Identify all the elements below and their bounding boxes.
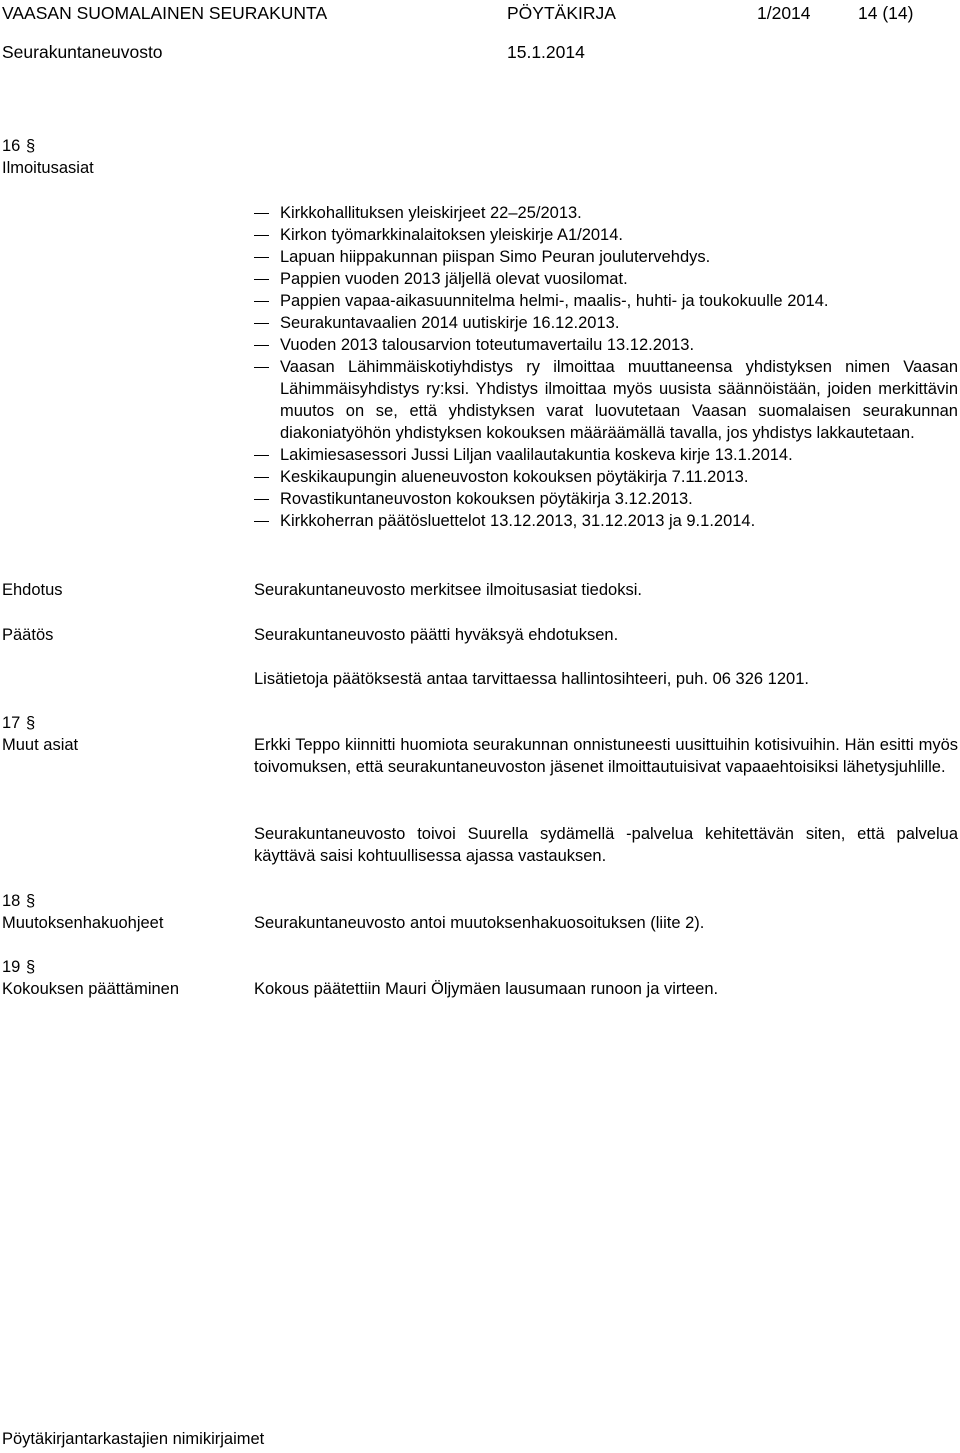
section-mark-icon: § bbox=[25, 958, 36, 976]
meeting-body: Seurakuntaneuvosto bbox=[2, 42, 163, 62]
list-item: Kirkon työmarkkinalaitoksen yleiskirje A1/2014. bbox=[254, 224, 958, 246]
section-17-number: 17 bbox=[2, 714, 21, 732]
page-number: 14 (14) bbox=[858, 3, 914, 23]
proposal-text: Seurakuntaneuvosto merkitsee ilmoitusasiat tiedoksi. bbox=[254, 581, 642, 599]
section-17-paragraph-2: Seurakuntaneuvosto toivoi Suurella sydämellä -palvelua kehitettävän siten, että palvelua käyttävä saisi kohtuullisessa ajassa vastauksen. bbox=[254, 825, 958, 865]
list-item: Seurakuntavaalien 2014 uutiskirje 16.12.2013. bbox=[254, 312, 958, 334]
section-17-paragraph-1: Erkki Teppo kiinnitti huomiota seurakunnan onnistuneesti uusittuihin kotisivuihin. Hän esitti myös toivomuksen, että seurakuntaneuvoston jäsenet ilmoittautuisivat vapaaehtoisiksi lähetysjuhlille. bbox=[254, 736, 958, 776]
section-18-heading bbox=[2, 890, 35, 912]
list-item: Kirkkoherran päätösluettelot 13.12.2013, 31.12.2013 ja 9.1.2014. bbox=[254, 510, 958, 532]
section-19-text: Kokous päätettiin Mauri Öljymäen lausumaan runoon ja virteen. bbox=[254, 980, 719, 998]
section-16-title: Ilmoitusasiat bbox=[2, 159, 94, 177]
document-number: 1/2014 bbox=[757, 3, 811, 23]
document-type: PÖYTÄKIRJA bbox=[507, 3, 616, 23]
decision-text: Seurakuntaneuvosto päätti hyväksyä ehdotuksen. bbox=[254, 626, 619, 644]
section-17-title: Muut asiat bbox=[2, 736, 79, 754]
meeting-date: 15.1.2014 bbox=[507, 42, 585, 62]
section-18-text: Seurakuntaneuvosto antoi muutoksenhakuosoituksen (liite 2). bbox=[254, 914, 705, 932]
section-mark-icon: § bbox=[25, 137, 36, 155]
list-item: Lapuan hiippakunnan piispan Simo Peuran joulutervehdys. bbox=[254, 246, 958, 268]
list-item: Pappien vapaa-aikasuunnitelma helmi-, maalis-, huhti- ja toukokuulle 2014. bbox=[254, 290, 958, 312]
decision-label: Päätös bbox=[2, 626, 54, 644]
section-19-number: 19 bbox=[2, 958, 21, 976]
list-item: Vuoden 2013 talousarvion toteutumavertailu 13.12.2013. bbox=[254, 334, 958, 356]
list-item: Keskikaupungin alueneuvoston kokouksen pöytäkirja 7.11.2013. bbox=[254, 466, 958, 488]
additional-info: Lisätietoja päätöksestä antaa tarvittaessa hallintosihteeri, puh. 06 326 1201. bbox=[254, 670, 809, 688]
proposal-label: Ehdotus bbox=[2, 581, 63, 599]
section-16-heading bbox=[2, 135, 35, 157]
list-item: Vaasan Lähimmäiskotiyhdistys ry ilmoittaa muuttaneensa yhdistyksen nimen Vaasan Lähimmäisyhdistys ry:ksi. Yhdistys ilmoittaa myös uusista säännöistään, joiden merkittävin muutos on se, että yhdistyksen varat luovutetaan Vaasan suomalaisen seurakunnan diakoniatyöhön yhdistyksen kokouksen määräämällä tavalla, jos yhdistys lakkautetaan. bbox=[254, 356, 958, 444]
announcements-list bbox=[254, 202, 958, 532]
section-18-title: Muutoksenhakuohjeet bbox=[2, 914, 164, 932]
announcements-list-container bbox=[254, 202, 958, 532]
section-18-number: 18 bbox=[2, 892, 21, 910]
list-item: Lakimiesasessori Jussi Liljan vaalilautakuntia koskeva kirje 13.1.2014. bbox=[254, 444, 958, 466]
section-19-heading bbox=[2, 956, 35, 978]
list-item: Rovastikuntaneuvoston kokouksen pöytäkirja 3.12.2013. bbox=[254, 488, 958, 510]
section-17-heading bbox=[2, 712, 35, 734]
section-16-number: 16 bbox=[2, 137, 21, 155]
org-name: VAASAN SUOMALAINEN SEURAKUNTA bbox=[2, 3, 328, 23]
list-item: Kirkkohallituksen yleiskirjeet 22–25/2013. bbox=[254, 202, 958, 224]
section-19-title: Kokouksen päättäminen bbox=[2, 980, 180, 998]
section-mark-icon: § bbox=[25, 892, 36, 910]
list-item: Pappien vuoden 2013 jäljellä olevat vuosilomat. bbox=[254, 268, 958, 290]
section-mark-icon: § bbox=[25, 714, 36, 732]
signatures-label: Pöytäkirjantarkastajien nimikirjaimet bbox=[2, 1430, 265, 1448]
